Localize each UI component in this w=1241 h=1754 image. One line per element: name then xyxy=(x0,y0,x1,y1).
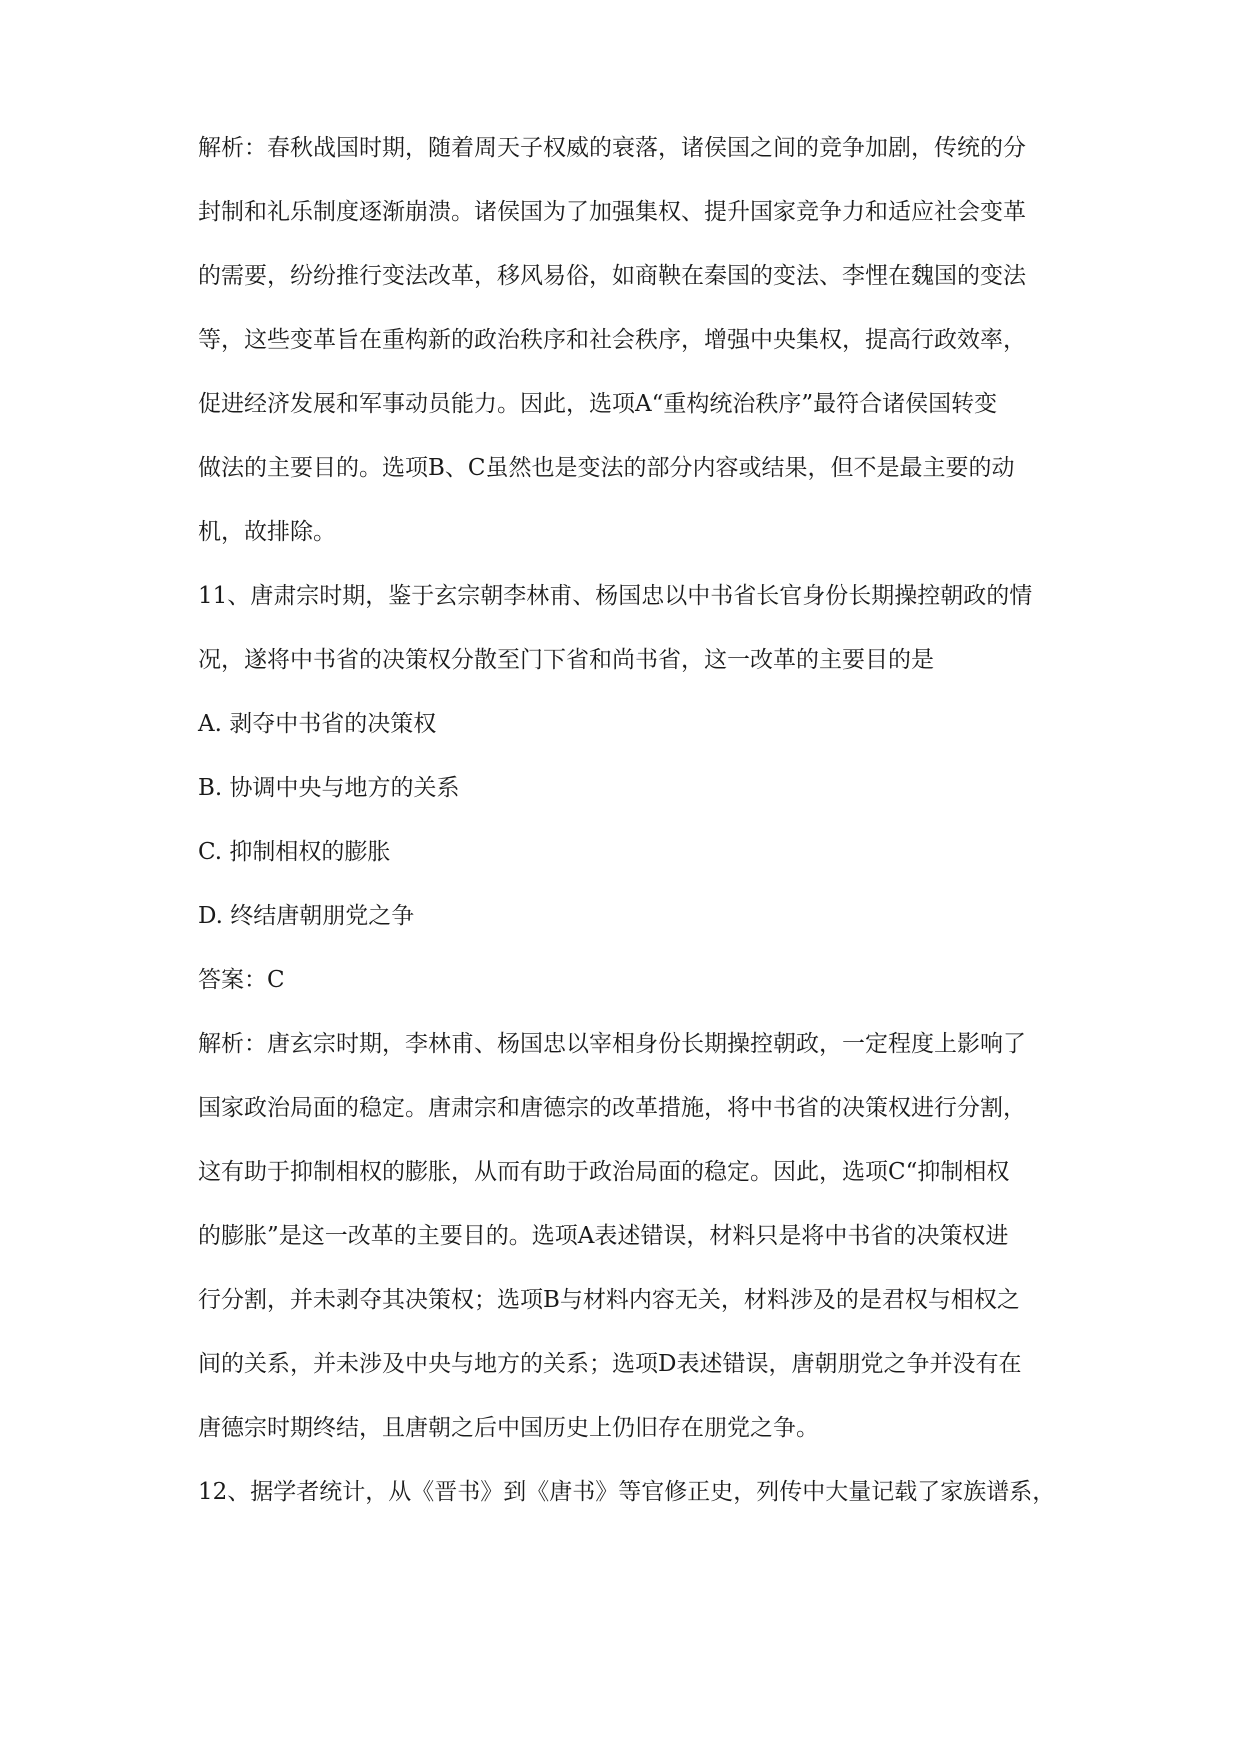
analysis-10-line-2: 封制和礼乐制度逐渐崩溃。诸侯国为了加强集权、提升国家竞争力和适应社会变革 xyxy=(198,199,1026,225)
analysis-11-line-5: 行分割，并未剥夺其决策权；选项B与材料内容无关，材料涉及的是君权与相权之 xyxy=(198,1287,1020,1313)
analysis-10-line-3: 的需要，纷纷推行变法改革，移风易俗，如商鞅在秦国的变法、李悝在魏国的变法 xyxy=(198,263,1026,289)
analysis-10-line-6: 做法的主要目的。选项B、C虽然也是变法的部分内容或结果，但不是最主要的动 xyxy=(198,455,1015,481)
question-11-line-1: 11、唐肃宗时期，鉴于玄宗朝李林甫、杨国忠以中书省长官身份长期操控朝政的情 xyxy=(198,583,1033,609)
analysis-10-line-5: 促进经济发展和军事动员能力。因此，选项A“重构统治秩序”最符合诸侯国转变 xyxy=(198,391,998,417)
option-a: A. 剥夺中书省的决策权 xyxy=(198,711,437,737)
question-11-line-2: 况，遂将中书省的决策权分散至门下省和尚书省，这一改革的主要目的是 xyxy=(198,647,934,673)
analysis-11-line-1: 解析：唐玄宗时期，李林甫、杨国忠以宰相身份长期操控朝政，一定程度上影响了 xyxy=(198,1031,1026,1057)
analysis-10-line-4: 等，这些变革旨在重构新的政治秩序和社会秩序，增强中央集权，提高行政效率， xyxy=(198,327,1026,353)
answer-11: 答案：C xyxy=(198,967,285,993)
option-b: B. 协调中央与地方的关系 xyxy=(198,775,460,801)
analysis-11-line-3: 这有助于抑制相权的膨胀，从而有助于政治局面的稳定。因此，选项C“抑制相权 xyxy=(198,1159,1010,1185)
analysis-10-line-7: 机，故排除。 xyxy=(198,519,336,545)
analysis-11-line-7: 唐德宗时期终结，且唐朝之后中国历史上仍旧存在朋党之争。 xyxy=(198,1415,819,1441)
option-d: D. 终结唐朝朋党之争 xyxy=(198,903,415,929)
analysis-11-line-6: 间的关系，并未涉及中央与地方的关系；选项D表述错误，唐朝朋党之争并没有在 xyxy=(198,1351,1022,1377)
question-12-line-1: 12、据学者统计，从《晋书》到《唐书》等官修正史，列传中大量记载了家族谱系， xyxy=(198,1479,1056,1505)
option-c: C. 抑制相权的膨胀 xyxy=(198,839,391,865)
analysis-10-line-1: 解析：春秋战国时期，随着周天子权威的衰落，诸侯国之间的竞争加剧，传统的分 xyxy=(198,135,1026,161)
analysis-11-line-2: 国家政治局面的稳定。唐肃宗和唐德宗的改革措施，将中书省的决策权进行分割， xyxy=(198,1095,1026,1121)
analysis-11-line-4: 的膨胀”是这一改革的主要目的。选项A表述错误，材料只是将中书省的决策权进 xyxy=(198,1223,1009,1249)
